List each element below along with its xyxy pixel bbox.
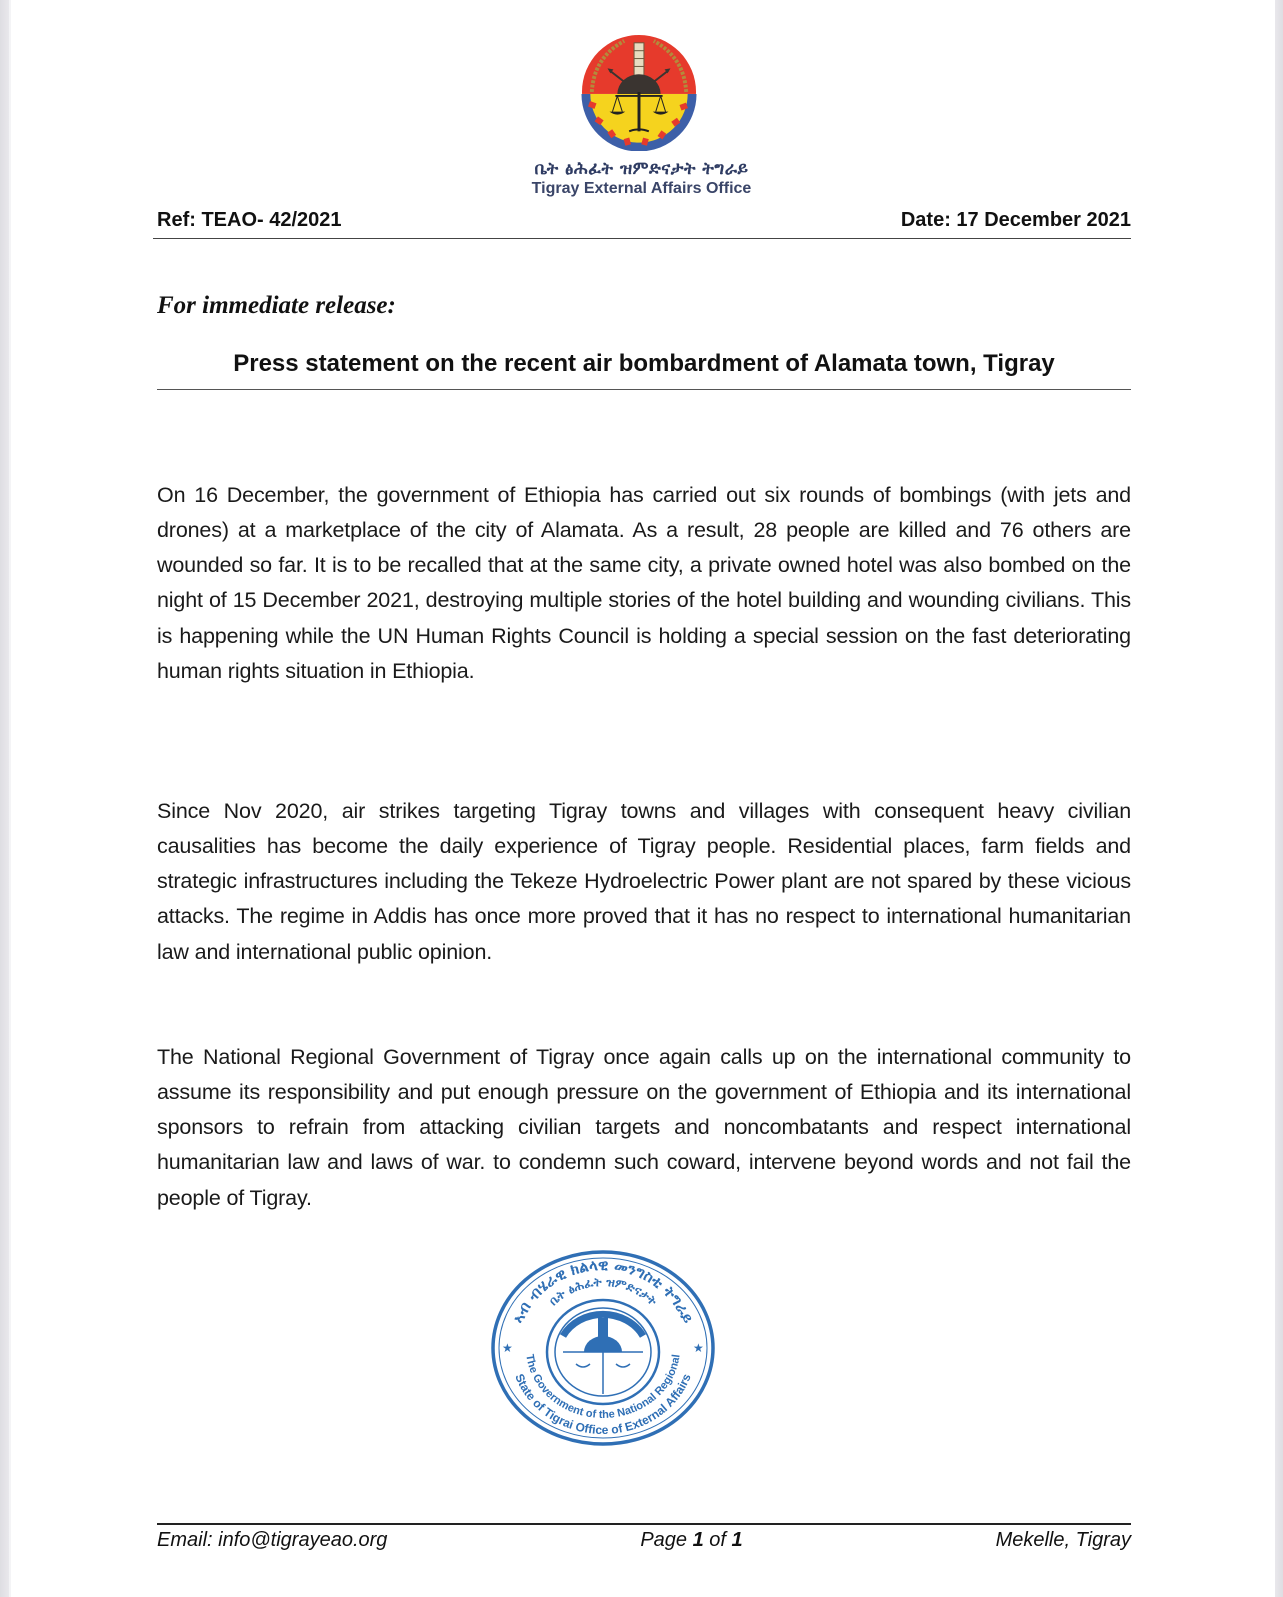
official-stamp [488,1248,718,1448]
document-date: Date: 17 December 2021 [900,209,1131,231]
svg-text:State of Tigrai Office of Exte: State of Tigrai Office of External Affairs [512,1371,694,1438]
svg-text:★: ★ [693,1341,704,1355]
body-paragraph-3: The National Regional Government of Tigray once again calls up on the international community to assume its responsibility and put enough pressure on the government of Ethiopia and its international sponsors to refrain from attacking civilian targets and noncombatants and respect international humanitarian law and laws of war. to condemn such coward, intervene beyond words and not fail the people of Tigray. [157,1044,1131,1210]
viewer-left-edge [0,0,9,1597]
org-name-tigrinya: ቤት ፅሕፈት ዝምድናታት ትግራይ [534,159,749,179]
viewer-right-edge [1275,0,1283,1597]
body-paragraph-1: On 16 December, the government of Ethiopia has carried out six rounds of bombings (with jets and drones) at a marketplace of the city of Alamata. As a result, 28 people are killed and 76 others are wounded so far. It is to be recalled that at the same city, a private owned hotel was also bombed on the night of 15 December 2021, destroying multiple stories of the hotel building and wounding civilians. This is happening while the UN Human Rights Council is holding a special session on the fast deteriorating human rights situation in Ethiopia. [157,482,1131,683]
org-name-english: Tigray External Affairs Office [531,180,752,197]
header-divider [153,238,1131,239]
footer-location: Mekelle, Tigray [995,1529,1131,1551]
reference-line [157,209,1131,232]
body-paragraph-2: Since Nov 2020, air strikes targeting Tigray towns and villages with consequent heavy civilian causalities has become the daily experience of Tigray people. Residential places, farm fields and strategic infrastructures including the Tekeze Hydroelectric Power plant are not spared by these vicious attacks. The regime in Addis has once more proved that it has no respect to international humanitarian law and international public opinion. [157,798,1131,964]
svg-text:ቤት ፅሕፈት ዝምድናታት: ቤት ፅሕፈት ዝምድናታት [546,1274,660,1309]
tigray-emblem-logo [580,33,698,151]
page-footer [157,1529,1131,1552]
reference-number: Ref: TEAO- 42/2021 [157,209,342,231]
footer-email: Email: info@tigrayeao.org [157,1529,388,1551]
footer-divider [157,1523,1131,1525]
svg-text:★: ★ [502,1341,513,1355]
document-title: Press statement on the recent air bombardment of Alamata town, Tigray [233,350,1055,377]
svg-text:The Government of the National: The Government of the National Regional [523,1353,683,1422]
svg-text:ኣብ ብሄራዊ ክልላዊ መንግስቲ ትግራይ: ኣብ ብሄራዊ ክልላዊ መንግስቲ ትግራይ [508,1255,698,1326]
release-label: For immediate release: [157,292,396,319]
footer-page-number: Page 1 of 1 [640,1529,743,1551]
title-divider [157,389,1131,390]
